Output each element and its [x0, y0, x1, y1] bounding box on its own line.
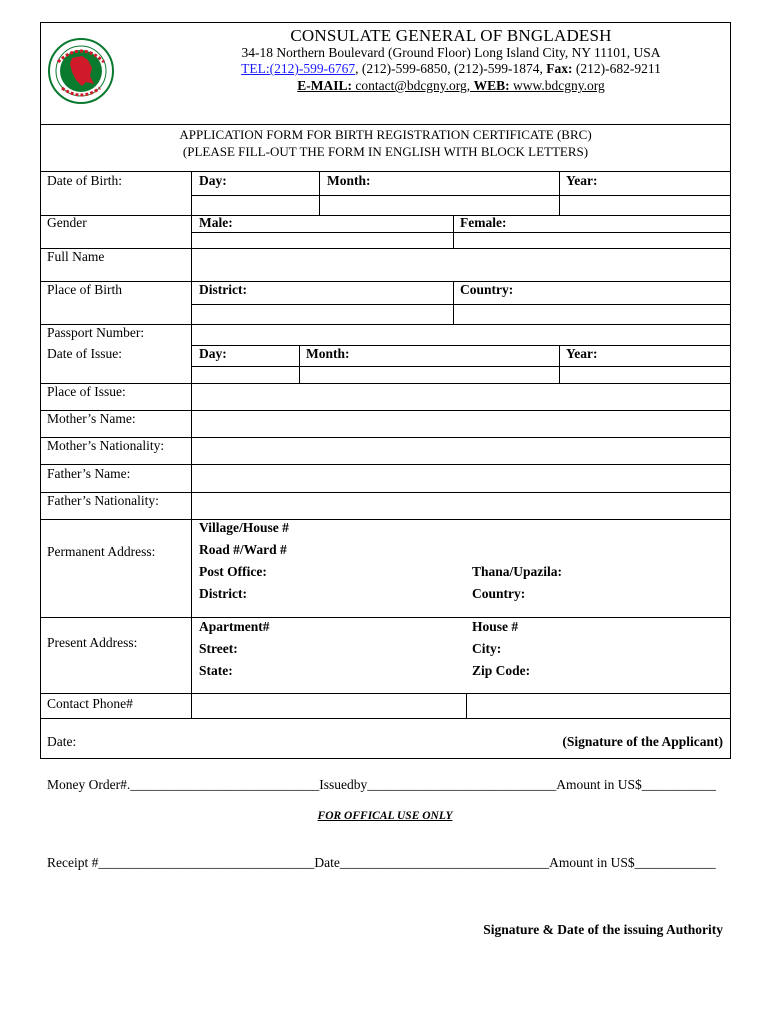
bangladesh-seal-icon	[48, 38, 114, 104]
label-full-name: Full Name	[47, 249, 105, 264]
perm-road-ward-field[interactable]: Road #/Ward #	[199, 542, 287, 557]
issue-month-field[interactable]: Month:	[306, 346, 350, 361]
perm-post-office-field[interactable]: Post Office:	[199, 564, 267, 579]
dob-day-field[interactable]: Day:	[199, 173, 227, 188]
label-date-of-birth: Date of Birth:	[47, 173, 122, 188]
email-link[interactable]: contact@bdcgny.org,	[352, 78, 474, 93]
label-mothers-name: Mother’s Name:	[47, 411, 136, 426]
label-place-of-issue: Place of Issue:	[47, 384, 126, 399]
email-web-line: E-MAIL: contact@bdcgny.org, WEB: www.bdcgny.org	[297, 78, 605, 93]
letterhead	[40, 22, 731, 124]
label-present-address: Present Address:	[47, 635, 138, 650]
perm-district-field[interactable]: District:	[199, 586, 247, 601]
receipt-line[interactable]: Receipt #________________________________Date_______________________________Amount in US$____________	[47, 855, 716, 870]
official-use-heading: FOR OFFICAL USE ONLY	[317, 810, 453, 822]
pres-street-field[interactable]: Street:	[199, 641, 238, 656]
tel-link[interactable]: TEL:(212)-599-6767	[241, 61, 356, 76]
dob-year-field[interactable]: Year:	[566, 173, 598, 188]
label-place-of-birth: Place of Birth	[47, 282, 122, 297]
consulate-title: CONSULATE GENERAL OF BNGLADESH	[290, 26, 612, 45]
label-gender: Gender	[47, 215, 87, 230]
label-mothers-nationality: Mother’s Nationality:	[47, 438, 165, 453]
web-link[interactable]: www.bdcgny.org	[509, 78, 605, 93]
label-fathers-name: Father’s Name:	[47, 466, 131, 481]
money-order-line[interactable]: Money Order#.____________________________Issuedby____________________________Amount in US$___________	[47, 777, 716, 792]
birth-country-field[interactable]: Country:	[460, 282, 514, 297]
issuing-authority-signature-label: Signature & Date of the issuing Authority	[483, 922, 723, 937]
dob-month-field[interactable]: Month:	[327, 173, 371, 188]
gender-male-field[interactable]: Male:	[199, 215, 233, 230]
consulate-address: 34-18 Northern Boulevard (Ground Floor) Long Island City, NY 11101, USA	[241, 45, 661, 60]
label-permanent-address: Permanent Address:	[47, 544, 156, 559]
pres-apartment-field[interactable]: Apartment#	[199, 619, 270, 634]
form-title-line2: (PLEASE FILL-OUT THE FORM IN ENGLISH WITH BLOCK LETTERS)	[182, 144, 589, 159]
signature-applicant-label: (Signature of the Applicant)	[562, 734, 723, 749]
label-fathers-nationality: Father’s Nationality:	[47, 493, 159, 508]
form-title	[40, 124, 731, 172]
perm-village-house-field[interactable]: Village/House #	[199, 520, 289, 535]
issue-day-field[interactable]: Day:	[199, 346, 227, 361]
perm-country-field[interactable]: Country:	[472, 586, 526, 601]
pres-state-field[interactable]: State:	[199, 663, 233, 678]
label-passport-number: Passport Number:	[47, 325, 145, 340]
birth-district-field[interactable]: District:	[199, 282, 247, 297]
label-contact-phone: Contact Phone#	[47, 696, 133, 711]
label-date-of-issue: Date of Issue:	[47, 346, 122, 361]
issue-year-field[interactable]: Year:	[566, 346, 598, 361]
form-title-line1: APPLICATION FORM FOR BIRTH REGISTRATION CERTIFICATE (BRC)	[179, 127, 592, 142]
perm-thana-upazila-field[interactable]: Thana/Upazila:	[472, 564, 563, 579]
pres-house-field[interactable]: House #	[472, 619, 519, 634]
label-date: Date:	[47, 734, 77, 749]
pres-zip-code-field[interactable]: Zip Code:	[472, 663, 531, 678]
pres-city-field[interactable]: City:	[472, 641, 502, 656]
phone-line: TEL:(212)-599-6767, (212)-599-6850, (212)-599-1874, Fax: (212)-682-9211	[241, 61, 661, 76]
gender-female-field[interactable]: Female:	[460, 215, 507, 230]
